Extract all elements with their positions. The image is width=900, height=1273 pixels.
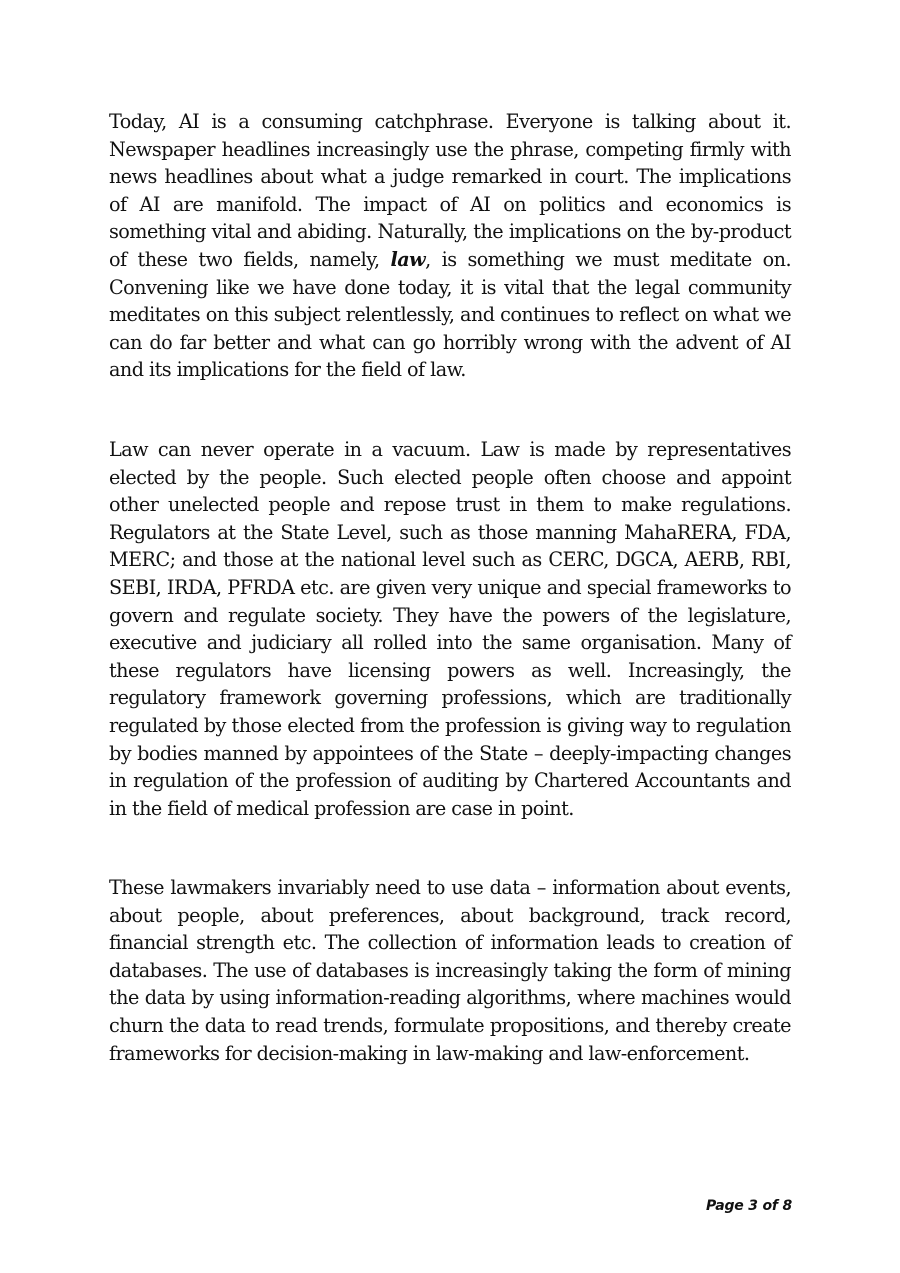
body-paragraph-2: Law can never operate in a vacuum. Law is made by representatives elected by the people. Such elected people often choose and appoint other unelected people and repose trust in them to make regulations. Regulators at the State Level, such as those manning MahaRERA, FDA, MERC; and those at the national level such as CERC, DGCA, AERB, RBI, SEBI, IRDA, PFRDA etc. are given very unique and special frameworks to govern and regulate society. They have the powers of the legislature, executive and judiciary all rolled into the same organisation. Many of these regulators have licensing powers as well. Increasingly, the regulatory framework governing professions, which are traditionally regulated by those elected from the profession is giving way to regulation by bodies manned by appointees of the State – deeply-impacting changes in regulation of the profession of auditing by Chartered Accountants and in the field of medical profession are case in point. bbox=[109, 438, 791, 820]
page-number-footer: Page 3 of 8 bbox=[706, 1198, 792, 1214]
body-paragraph-3: These lawmakers invariably need to use data – information about events, about people, about preferences, about background, track record, financial strength etc. The collection of information leads to creation of databases. The use of databases is increasingly taking the form of mining the data by using information-reading algorithms, where machines would churn the data to read trends, formulate propositions, and thereby create frameworks for decision-making in law-making and law-enforcement. bbox=[109, 876, 791, 1065]
paragraph-1-text-start: Today, AI is a consuming catchphrase. Everyone is talking about it. Newspaper headlines increasingly use the phrase, competing firmly with news headlines about what a judge remarked in court. The implications of AI are manifold. The impact of AI on politics and economics is something vital and abiding. Naturally, the implications on the by-product of these two fields, namely, bbox=[109, 110, 791, 271]
emphasized-word-law: law bbox=[390, 247, 426, 271]
paragraph-1-text-end: , is something we must meditate on. Convening like we have done today, it is vital that the legal community meditates on this subject relentlessly, and continues to reflect on what we can do far better and what can go horribly wrong with the advent of AI and its implications for the field of law. bbox=[109, 247, 792, 382]
body-paragraph-1 bbox=[109, 108, 791, 384]
